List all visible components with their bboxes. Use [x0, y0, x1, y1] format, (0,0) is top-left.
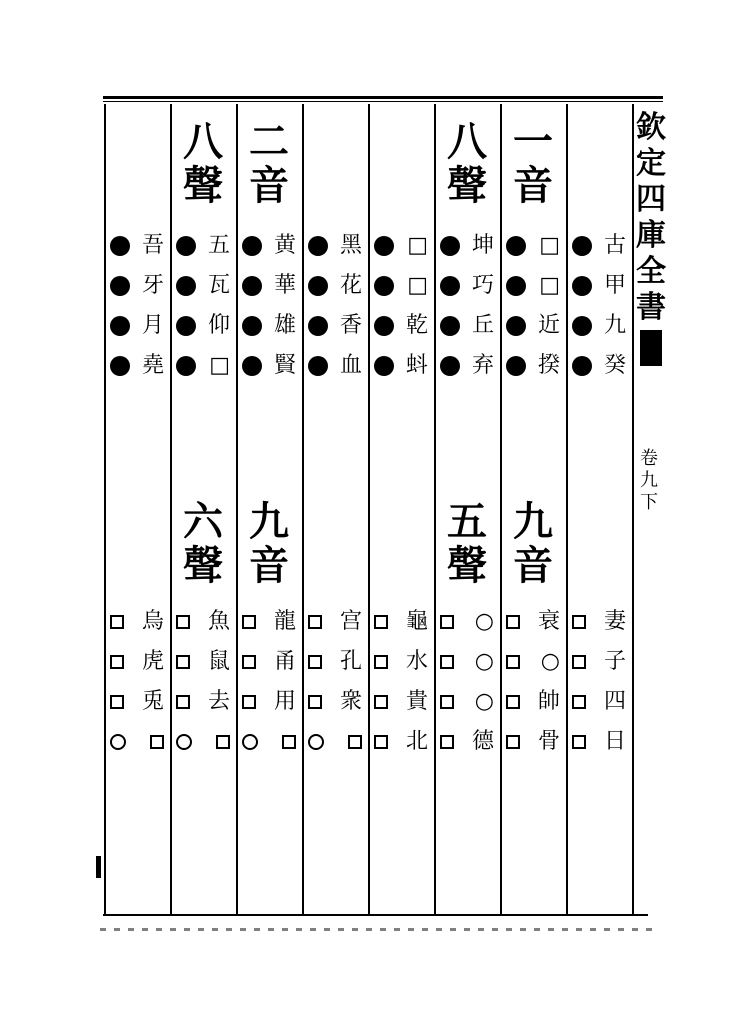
character: 水 [405, 649, 428, 674]
table-cell [374, 642, 428, 682]
character: 衆 [339, 689, 362, 714]
table-cell [506, 266, 560, 306]
table-cell [176, 642, 230, 682]
table-cell [176, 722, 230, 762]
table-cell [506, 306, 560, 346]
table-cell [572, 266, 626, 306]
top-border-rule [103, 96, 663, 99]
table-cell [506, 602, 560, 642]
character: 黑 [339, 233, 362, 258]
table-cell [110, 642, 164, 682]
filled-circle-mark [572, 316, 592, 336]
character: ○ [474, 689, 494, 714]
character: 揆 [537, 353, 560, 378]
filled-circle-mark [176, 316, 196, 336]
square-mark [176, 655, 190, 669]
square-mark [572, 735, 586, 749]
table-cell [572, 642, 626, 682]
table-column-c6 [236, 104, 302, 914]
table-cell [440, 306, 494, 346]
upper-entries [374, 226, 428, 386]
character: 甲 [603, 273, 626, 298]
table-cell [374, 306, 428, 346]
table-cell [176, 602, 230, 642]
filled-circle-mark [308, 356, 328, 376]
table-cell [242, 306, 296, 346]
table-cell [506, 346, 560, 386]
square-mark [282, 735, 296, 749]
table-cell [308, 642, 362, 682]
volume-label: 卷九下 [640, 448, 658, 513]
table-cell [440, 602, 494, 642]
table-cell [242, 346, 296, 386]
character: 鼠 [207, 649, 230, 674]
character: 北 [405, 729, 428, 754]
square-mark [506, 655, 520, 669]
character: 丘 [471, 313, 494, 338]
upper-entries [176, 226, 230, 386]
table-cell [506, 226, 560, 266]
table-cell [440, 642, 494, 682]
character: 四 [603, 689, 626, 714]
filled-circle-mark [440, 356, 460, 376]
filled-circle-mark [176, 236, 196, 256]
table-cell [440, 266, 494, 306]
table-cell [440, 226, 494, 266]
table-cell [110, 306, 164, 346]
column-heading: 一 音 [513, 118, 553, 209]
character: 吾 [141, 233, 164, 258]
character: 仰 [207, 313, 230, 338]
character: 癸 [603, 353, 626, 378]
column-divider [632, 104, 634, 914]
square-mark [374, 695, 388, 709]
table-cell [110, 226, 164, 266]
filled-circle-mark [176, 276, 196, 296]
table-cell [374, 346, 428, 386]
open-circle-mark [308, 734, 324, 750]
upper-entries [506, 226, 560, 386]
filled-circle-mark [374, 316, 394, 336]
character: 古 [603, 233, 626, 258]
character: 宫 [339, 609, 362, 634]
table-column-c8 [104, 104, 170, 914]
column-heading: 九 音 [513, 498, 553, 589]
table-cell [242, 226, 296, 266]
column-heading: 九 音 [249, 498, 289, 589]
character: 血 [339, 353, 362, 378]
book-title: 欽定四庫全書 [636, 110, 666, 325]
filled-circle-mark [506, 236, 526, 256]
table-cell [110, 266, 164, 306]
filled-circle-mark [440, 276, 460, 296]
character: □ [407, 273, 428, 298]
table-cell [308, 602, 362, 642]
character: 香 [339, 313, 362, 338]
table-column-c7 [170, 104, 236, 914]
table-cell [176, 682, 230, 722]
open-circle-mark [176, 734, 192, 750]
table-column-c2 [500, 104, 566, 914]
square-mark [110, 655, 124, 669]
table-cell [176, 226, 230, 266]
character: 華 [273, 273, 296, 298]
table-cell [308, 346, 362, 386]
table-cell [110, 346, 164, 386]
table-cell [242, 722, 296, 762]
filled-circle-mark [506, 356, 526, 376]
character: 五 [207, 233, 230, 258]
character: 乾 [405, 313, 428, 338]
character: □ [539, 273, 560, 298]
character: 花 [339, 273, 362, 298]
square-mark [572, 655, 586, 669]
table-column-c4 [368, 104, 434, 914]
filled-circle-mark [242, 356, 262, 376]
square-mark [440, 655, 454, 669]
table-cell [440, 346, 494, 386]
square-mark [242, 615, 256, 629]
table-cell [242, 266, 296, 306]
character: ○ [474, 609, 494, 634]
character: 巧 [471, 273, 494, 298]
upper-entries [308, 226, 362, 386]
table-cell [110, 722, 164, 762]
open-circle-mark [242, 734, 258, 750]
character: 牙 [141, 273, 164, 298]
filled-circle-mark [110, 356, 130, 376]
filled-circle-mark [308, 276, 328, 296]
character: 雄 [273, 313, 296, 338]
character: 龜 [405, 609, 428, 634]
character: 龍 [273, 609, 296, 634]
table-cell [572, 722, 626, 762]
square-mark [150, 735, 164, 749]
column-heading: 五 聲 [447, 498, 487, 589]
character: 魚 [207, 609, 230, 634]
character: ○ [474, 649, 494, 674]
lower-entries [572, 602, 626, 762]
lower-entries [440, 602, 494, 762]
square-mark [308, 695, 322, 709]
filled-circle-mark [374, 356, 394, 376]
table-cell [176, 346, 230, 386]
filled-circle-mark [374, 276, 394, 296]
table-cell [176, 306, 230, 346]
table-cell [374, 682, 428, 722]
table-cell [242, 682, 296, 722]
square-mark [110, 615, 124, 629]
table-cell [572, 226, 626, 266]
filled-circle-mark [110, 236, 130, 256]
square-mark [506, 695, 520, 709]
character: 子 [603, 649, 626, 674]
filled-circle-mark [506, 276, 526, 296]
filled-circle-mark [440, 236, 460, 256]
upper-entries [440, 226, 494, 386]
filled-circle-mark [506, 316, 526, 336]
table-cell [374, 722, 428, 762]
table-cell [572, 306, 626, 346]
upper-entries [572, 226, 626, 386]
table-cell [110, 602, 164, 642]
table-cell [506, 722, 560, 762]
edge-mark [96, 856, 101, 878]
table-cell [572, 602, 626, 642]
table-cell [374, 266, 428, 306]
character: □ [407, 233, 428, 258]
character: 月 [141, 313, 164, 338]
character: 骨 [537, 729, 560, 754]
character: 近 [537, 313, 560, 338]
upper-entries [110, 226, 164, 386]
character: 烏 [141, 609, 164, 634]
character: 坤 [471, 233, 494, 258]
character: 衰 [537, 609, 560, 634]
square-mark [110, 695, 124, 709]
square-mark [506, 735, 520, 749]
square-mark [176, 695, 190, 709]
square-mark [242, 655, 256, 669]
filled-circle-mark [572, 236, 592, 256]
character: 九 [603, 313, 626, 338]
filled-circle-mark [242, 276, 262, 296]
lower-entries [176, 602, 230, 762]
character: 妻 [603, 609, 626, 634]
table-cell [308, 226, 362, 266]
table-cell [572, 682, 626, 722]
filled-circle-mark [110, 316, 130, 336]
square-mark [440, 615, 454, 629]
table-cell [572, 346, 626, 386]
character: 孔 [339, 649, 362, 674]
character: □ [539, 233, 560, 258]
filled-circle-mark [572, 276, 592, 296]
character: 黄 [273, 233, 296, 258]
table-column-c3 [434, 104, 500, 914]
table-cell [242, 602, 296, 642]
table-cell [308, 722, 362, 762]
table-cell [506, 682, 560, 722]
square-mark [308, 655, 322, 669]
table-column-c1 [566, 104, 632, 914]
bottom-border-rule [103, 914, 648, 916]
open-circle-mark [110, 734, 126, 750]
table-cell [374, 602, 428, 642]
filled-circle-mark [110, 276, 130, 296]
character: 德 [471, 729, 494, 754]
filled-circle-mark [440, 316, 460, 336]
table-cell [176, 266, 230, 306]
square-mark [374, 735, 388, 749]
table-column-c5 [302, 104, 368, 914]
character: ○ [540, 649, 560, 674]
character: □ [209, 353, 230, 378]
top-border-rule-inner [103, 101, 663, 102]
upper-entries [242, 226, 296, 386]
square-mark [216, 735, 230, 749]
column-heading: 八 聲 [183, 118, 223, 209]
character: 賢 [273, 353, 296, 378]
table-cell [506, 642, 560, 682]
character: 兎 [141, 689, 164, 714]
lower-entries [242, 602, 296, 762]
square-mark [374, 655, 388, 669]
square-mark [348, 735, 362, 749]
table-cell [374, 226, 428, 266]
character: 堯 [141, 353, 164, 378]
column-heading: 八 聲 [447, 118, 487, 209]
table-cell [110, 682, 164, 722]
filled-circle-mark [242, 316, 262, 336]
filled-circle-mark [176, 356, 196, 376]
character: 帥 [537, 689, 560, 714]
lower-entries [110, 602, 164, 762]
square-mark [242, 695, 256, 709]
filled-circle-mark [308, 316, 328, 336]
lower-entries [506, 602, 560, 762]
filled-circle-mark [308, 236, 328, 256]
character: 虎 [141, 649, 164, 674]
table-cell [308, 682, 362, 722]
character: 貴 [405, 689, 428, 714]
character: 甬 [273, 649, 296, 674]
column-heading: 二 音 [249, 118, 289, 209]
character: 弃 [471, 353, 494, 378]
square-mark [308, 615, 322, 629]
character: 瓦 [207, 273, 230, 298]
square-mark [572, 695, 586, 709]
lower-entries [308, 602, 362, 762]
square-mark [176, 615, 190, 629]
square-mark [374, 615, 388, 629]
character: 蚪 [405, 353, 428, 378]
table-cell [308, 306, 362, 346]
table-cell [440, 722, 494, 762]
table-cell [242, 642, 296, 682]
square-mark [572, 615, 586, 629]
column-heading: 六 聲 [183, 498, 223, 589]
square-mark [506, 615, 520, 629]
character: 去 [207, 689, 230, 714]
character: 日 [603, 729, 626, 754]
square-mark [440, 735, 454, 749]
square-mark [440, 695, 454, 709]
table-cell [308, 266, 362, 306]
filled-circle-mark [374, 236, 394, 256]
margin-fishtail-mark [640, 330, 662, 366]
filled-circle-mark [242, 236, 262, 256]
filled-circle-mark [572, 356, 592, 376]
lower-entries [374, 602, 428, 762]
character: 用 [273, 689, 296, 714]
scan-noise [100, 928, 660, 931]
table-cell [440, 682, 494, 722]
